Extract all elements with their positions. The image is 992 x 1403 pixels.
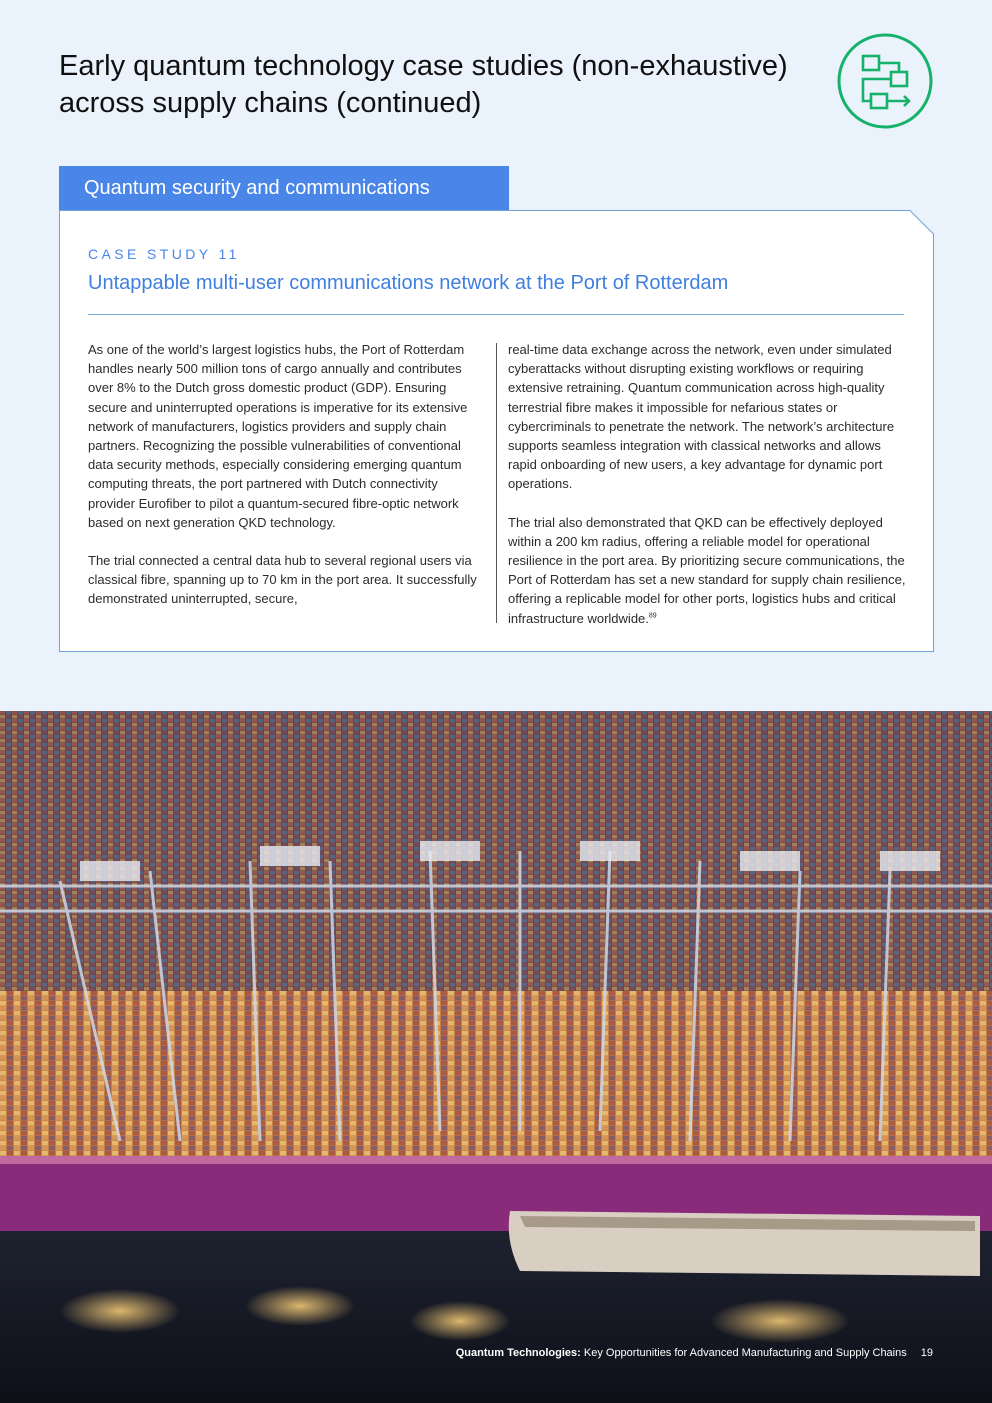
column-divider	[496, 343, 497, 623]
footnote-marker: 89	[648, 612, 657, 620]
case-study-card	[59, 210, 934, 652]
aerial-port-container-terminal-photo	[0, 711, 992, 1403]
page-number: 19	[920, 1347, 933, 1359]
paragraph: real-time data exchange across the network, even under simulated cyberattacks without disrupting existing workflows or requiring extensive retraining. Quantum communication across high-quality terrestrial fibre makes it impossible for nefarious states or cybercriminals to penetrate the network. The network’s architecture supports seamless integration with classical networks and allows rapid onboarding of new users, a key advantage for dynamic port operations.	[508, 342, 895, 492]
right-column	[508, 340, 908, 647]
title-divider	[88, 314, 904, 315]
page-footer	[0, 1347, 933, 1359]
paragraph: The trial connected a central data hub to several regional users via classical fibre, spanning up to 70 km in the port area. It successfully demonstrated uninterrupted, secure,	[88, 553, 477, 607]
case-study-label: CASE STUDY 11	[88, 246, 240, 262]
footer-report-name: Quantum Technologies:	[455, 1347, 581, 1359]
page-title-main: Early quantum technology case studies (non-exhaustive) across supply chains	[59, 50, 788, 119]
paragraph	[508, 513, 908, 628]
page-title-suffix: (continued)	[336, 87, 482, 119]
section-tab: Quantum security and communications	[59, 166, 509, 210]
photo-illustration	[0, 711, 992, 1403]
paragraph: As one of the world’s largest logistics hubs, the Port of Rotterdam handles nearly 500 million tons of cargo annually and contributes over 8% to the Dutch gross domestic product (GDP). Ensuring secure and uninterrupted operations is imperative for its extensive network of manufacturers, logistics providers and supply chain partners. Recognizing the possible vulnerabilities of conventional data security methods, especially considering emerging quantum computing threats, the port partnered with Dutch connectivity provider Eurofiber to pilot a quantum-secured fibre-optic network based on next generation QKD technology.	[88, 342, 468, 530]
paragraph-text: The trial also demonstrated that QKD can be effectively deployed within a 200 km radius, offering a reliable model for operational resilience in the port area. By prioritizing secure communications, the Port of Rotterdam has set a new standard for supply chain resilience, offering a replicable model for other ports, logistics hubs and critical infrastructure worldwide.	[508, 514, 906, 626]
footer-report-subtitle: Key Opportunities for Advanced Manufacturing and Supply Chains	[583, 1347, 907, 1359]
flow-diagram-icon	[836, 32, 934, 130]
page-title	[59, 48, 819, 122]
left-column	[88, 340, 486, 628]
case-study-title: Untappable multi-user communications network at the Port of Rotterdam	[88, 272, 729, 294]
